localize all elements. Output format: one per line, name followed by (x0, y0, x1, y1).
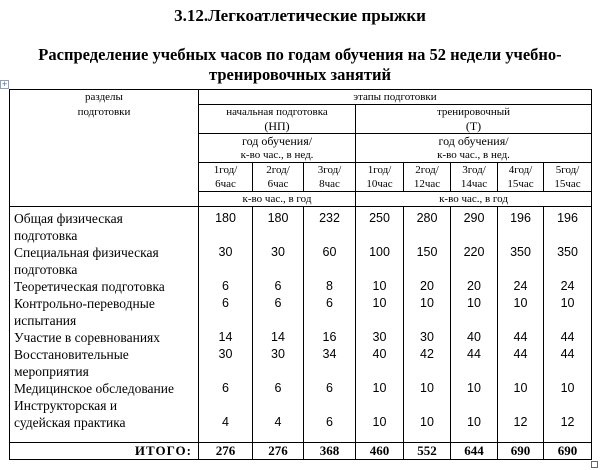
year-label: 5год/ (555, 164, 580, 176)
sections-list (10, 207, 199, 443)
sections-header-cell (10, 90, 199, 207)
np-stage-header (199, 105, 356, 134)
t-hours-per-year-header: к-во час., в год (356, 192, 592, 207)
np-stage-line2: (НП) (264, 119, 290, 133)
sections-header-line2: подготовки (77, 106, 131, 118)
t-year2-values: 280 150 20 10 30 42 10 10 (404, 207, 451, 443)
total-value: 368 (304, 443, 356, 460)
year-hours-line1: год обучения/ (241, 134, 313, 148)
t-year5-values: 196 350 24 10 44 44 10 12 (544, 207, 592, 443)
total-value: 460 (356, 443, 404, 460)
sections-header-line1: разделы (85, 91, 123, 103)
year-column-header (253, 163, 304, 192)
row-label: Медицинское обследование (14, 381, 174, 396)
np-year3-values: 232 60 8 6 16 34 6 6 (304, 207, 356, 443)
t-stage-line1: тренировочный (436, 106, 511, 118)
row-label: Участие в соревнованиях (14, 330, 161, 345)
row-label: Общая физическая подготовка (14, 211, 123, 243)
hours-label: 8час (319, 178, 340, 190)
hours-label: 6час (215, 178, 236, 190)
np-year2-values: 180 30 6 6 14 30 6 4 (253, 207, 304, 443)
total-value: 690 (498, 443, 544, 460)
np-stage-line1: начальная подготовка (226, 106, 328, 118)
year-label: 3год/ (462, 164, 486, 176)
hours-label: 14час (460, 178, 488, 190)
row-label: Теоретическая подготовка (14, 279, 165, 294)
section-title: 3.12.Легкоатлетические прыжки (174, 6, 426, 25)
year-column-header (199, 163, 253, 192)
t-year4-values: 196 350 24 10 44 44 10 12 (498, 207, 544, 443)
total-value: 276 (253, 443, 304, 460)
np-year-hours-header (199, 134, 356, 163)
year-label: 2год/ (266, 164, 290, 176)
year-column-header (404, 163, 451, 192)
t-stage-line2: (Т) (465, 119, 482, 133)
t-year1-values: 250 100 10 10 30 40 10 10 (356, 207, 404, 443)
total-row (10, 443, 592, 460)
hours-label: 6час (267, 178, 289, 190)
hours-distribution-table (9, 89, 592, 460)
year-hours-line2: к-во час., в нед. (437, 149, 510, 161)
year-label: 3год/ (317, 164, 342, 176)
table-caption: Распределение учебных часов по годам обучения на 52 недели учебно-тренировочных занятий (38, 45, 562, 84)
hours-label: 12час (413, 178, 441, 190)
total-label: ИТОГО: (10, 443, 199, 460)
year-column-header (356, 163, 404, 192)
t-year-hours-header (356, 134, 592, 163)
hours-label: 15час (507, 178, 534, 190)
hours-label: 15час (554, 178, 581, 190)
year-column-header (544, 163, 592, 192)
total-value: 276 (199, 443, 253, 460)
row-label: Восстановительные мероприятия (14, 347, 129, 379)
year-label: 2год/ (415, 164, 439, 176)
year-hours-line1: год обучения/ (438, 134, 509, 148)
row-label: Контрольно-переводные испытания (14, 296, 155, 328)
table-move-handle-icon[interactable]: + (1, 80, 8, 88)
year-column-header (498, 163, 544, 192)
t-year3-values: 290 220 20 10 40 44 10 10 (451, 207, 498, 443)
total-value: 552 (404, 443, 451, 460)
year-hours-line2: к-во час., в нед. (240, 149, 314, 161)
row-label: Инструкторская и судейская практика (14, 398, 126, 430)
year-label: 4год/ (508, 164, 533, 176)
np-hours-per-year-header: к-во час., в год (199, 192, 356, 207)
year-label: 1год/ (367, 164, 392, 176)
year-label: 1год/ (213, 164, 238, 176)
row-label: Специальная физическая подготовка (14, 245, 159, 277)
stages-header: этапы подготовки (199, 90, 592, 105)
table-resize-handle-icon[interactable] (591, 461, 598, 468)
total-value: 644 (451, 443, 498, 460)
year-column-header (451, 163, 498, 192)
total-value: 690 (544, 443, 592, 460)
t-stage-header (356, 105, 592, 134)
year-column-header (304, 163, 356, 192)
np-year1-values: 180 30 6 6 14 30 6 4 (199, 207, 253, 443)
hours-label: 10час (366, 178, 393, 190)
